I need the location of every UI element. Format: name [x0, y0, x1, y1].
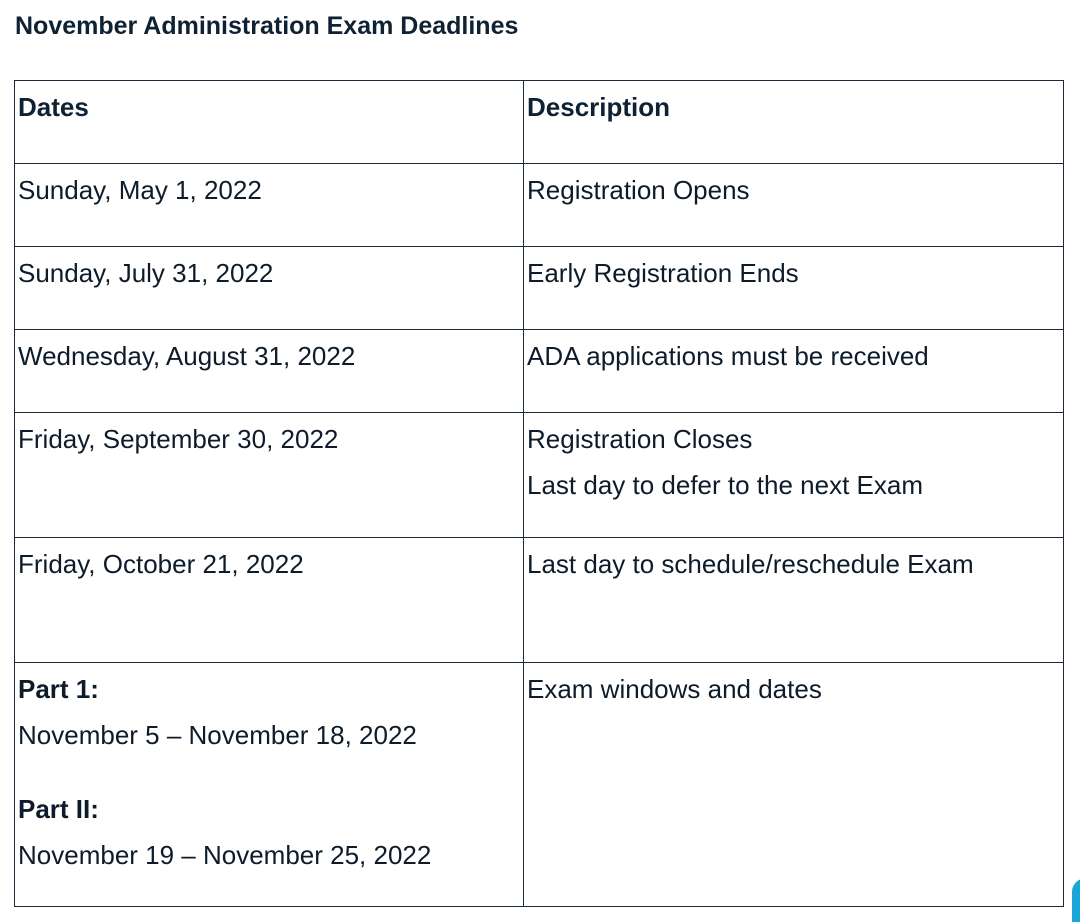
description-cell — [524, 330, 1064, 413]
description-text: Last day to schedule/reschedule Exam — [527, 549, 974, 579]
description-text: Exam windows and dates — [527, 674, 822, 704]
part2-label: Part II: — [18, 794, 99, 824]
date-text: Friday, September 30, 2022 — [18, 424, 339, 454]
part2-dates: November 19 – November 25, 2022 — [18, 840, 432, 870]
description-cell — [524, 413, 1064, 538]
table-row — [15, 164, 1064, 247]
exam-deadlines-table — [14, 80, 1064, 907]
description-text-line2: Last day to defer to the next Exam — [527, 470, 924, 500]
table-row — [15, 413, 1064, 538]
date-cell — [15, 164, 524, 247]
description-cell — [524, 247, 1064, 330]
date-text: Wednesday, August 31, 2022 — [18, 341, 356, 371]
part1-label: Part 1: — [18, 674, 99, 704]
exam-windows-dates-cell — [15, 663, 524, 907]
table-row — [15, 538, 1064, 663]
page-title: November Administration Exam Deadlines — [15, 12, 519, 40]
description-cell — [524, 164, 1064, 247]
date-text: Sunday, May 1, 2022 — [18, 175, 262, 205]
date-text: Sunday, July 31, 2022 — [18, 258, 274, 288]
part1-dates: November 5 – November 18, 2022 — [18, 720, 417, 750]
description-text: Registration Closes — [527, 424, 753, 454]
chat-widget-button[interactable] — [1072, 878, 1080, 922]
date-cell — [15, 538, 524, 663]
description-text: Early Registration Ends — [527, 258, 799, 288]
table-row — [15, 330, 1064, 413]
table-row — [15, 247, 1064, 330]
description-cell — [524, 663, 1064, 907]
description-cell — [524, 538, 1064, 663]
date-text: Friday, October 21, 2022 — [18, 549, 304, 579]
header-description: Description — [524, 81, 1064, 164]
date-cell — [15, 247, 524, 330]
description-text: Registration Opens — [527, 175, 750, 205]
date-cell — [15, 413, 524, 538]
table-header-row — [15, 81, 1064, 164]
table-row-exam-windows — [15, 663, 1064, 907]
header-dates: Dates — [15, 81, 524, 164]
description-text: ADA applications must be received — [527, 341, 929, 371]
part-spacer — [18, 758, 523, 786]
date-cell — [15, 330, 524, 413]
